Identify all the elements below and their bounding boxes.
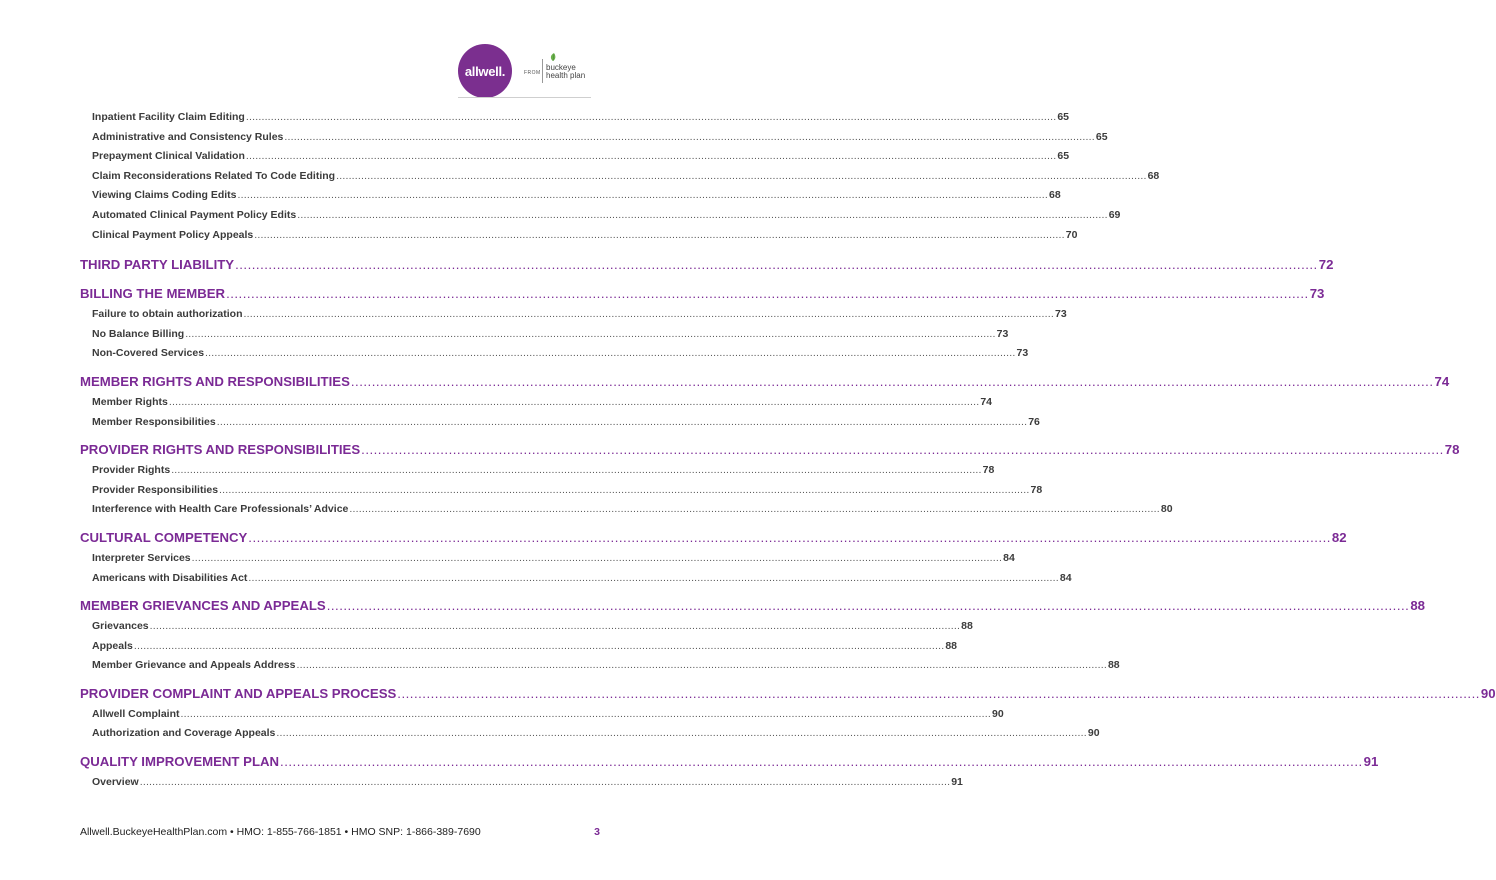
toc-leader-dots: .................................................................................................................................................................................................................................................................... [245,150,1057,163]
toc-section-entry[interactable] [80,283,1325,305]
toc-entry-page: 65 [1057,111,1070,123]
toc-entry-page: 88 [1107,659,1120,672]
toc-entry-page: 73 [996,327,1009,340]
allwell-logo: allwell. [458,44,512,98]
toc-sub-entry[interactable] [92,206,1121,226]
toc-leader-dots: .................................................................................................................................................................................................................................................................... [336,169,1147,182]
toc-entry-title: Clinical Payment Policy Appeals [92,228,254,241]
toc-entry-page: 73 [1309,286,1325,302]
page-footer [80,826,600,840]
toc-entry-title: PROVIDER RIGHTS AND RESPONSIBILITIES [80,442,361,458]
toc-entry-page: 84 [1059,571,1072,584]
toc-entry-page: 90 [992,707,1004,720]
toc-leader-dots: .................................................................................................................................................................................................................................................................... [349,503,1160,516]
toc-leader-dots: .................................................................................................................................................................................................................................................................... [248,571,1059,584]
toc-entry-page: 78 [1030,483,1043,496]
toc-sub-entry[interactable] [92,325,1009,345]
toc-leader-dots: .................................................................................................................................................................................................................................................................... [180,707,991,720]
toc-leader-dots: .................................................................................................................................................................................................................................................................... [216,415,1028,428]
toc-entry-title: Non-Covered Services [92,347,205,360]
header-divider [458,97,591,98]
toc-entry-title: Provider Responsibilities [92,483,219,496]
toc-entry-page: 90 [1480,685,1496,701]
logo-from-text: FROM [524,70,541,76]
toc-section-entry[interactable] [80,254,1334,276]
toc-entry-page: 68 [1048,189,1061,202]
toc-sub-entry[interactable] [92,344,1029,364]
toc-leader-dots: .................................................................................................................................................................................................................................................................... [326,598,1410,614]
toc-leader-dots: .................................................................................................................................................................................................................................................................... [280,754,1363,770]
toc-leader-dots: .................................................................................................................................................................................................................................................................... [133,639,945,652]
toc-entry-page: 73 [1054,308,1067,321]
toc-entry-title: Automated Clinical Payment Policy Edits [92,208,297,221]
toc-entry-title: Authorization and Coverage Appeals [92,727,276,740]
toc-entry-page: 78 [982,464,995,477]
toc-entry-title: Viewing Claims Coding Edits [92,189,237,202]
toc-entry-page: 80 [1160,503,1173,516]
toc-entry-title: MEMBER GRIEVANCES AND APPEALS [80,598,326,614]
toc-section-entry[interactable] [80,683,1496,705]
toc-entry-page: 68 [1147,169,1160,182]
table-of-contents [80,108,1496,793]
toc-entry-title: Member Responsibilities [92,415,216,428]
toc-entry-page: 90 [1087,727,1100,740]
toc-entry-page: 88 [1410,598,1425,614]
toc-entry-page: 74 [1434,373,1450,389]
toc-entry-title: Grievances [92,620,149,633]
toc-entry-title: Interference with Health Care Professionals’ Advice [92,503,349,516]
toc-leader-dots: .................................................................................................................................................................................................................................................................... [139,776,951,789]
toc-leader-dots: .................................................................................................................................................................................................................................................................... [149,620,961,633]
toc-entry-page: 69 [1108,208,1121,221]
toc-sub-entry[interactable] [92,413,1040,433]
toc-sub-entry[interactable] [92,393,993,413]
toc-leader-dots: .................................................................................................................................................................................................................................................................... [297,208,1108,221]
toc-section-entry[interactable] [80,751,1379,773]
toc-leader-dots: .................................................................................................................................................................................................................................................................... [205,347,1016,360]
toc-sub-entry[interactable] [92,147,1070,167]
toc-sub-entry[interactable] [92,500,1173,520]
toc-entry-title: Interpreter Services [92,551,191,564]
toc-leader-dots: .................................................................................................................................................................................................................................................................... [248,529,1331,545]
toc-leader-dots: .................................................................................................................................................................................................................................................................... [254,228,1065,241]
toc-sub-entry[interactable] [92,705,1004,725]
toc-sub-entry[interactable] [92,167,1160,187]
toc-entry-page: 88 [961,620,973,633]
toc-entry-page: 76 [1028,415,1040,428]
toc-entry-title: Member Rights [92,395,168,408]
toc-leader-dots: .................................................................................................................................................................................................................................................................... [219,483,1030,496]
page-number: 3 [594,826,600,838]
toc-entry-page: 72 [1318,257,1334,273]
toc-entry-page: 91 [951,776,963,789]
toc-entry-page: 82 [1331,529,1347,545]
toc-sub-entry[interactable] [92,128,1108,148]
toc-sub-entry[interactable] [92,656,1120,676]
toc-sub-entry[interactable] [92,461,995,481]
toc-sub-entry[interactable] [92,305,1067,325]
toc-entry-title: MEMBER RIGHTS AND RESPONSIBILITIES [80,373,350,389]
toc-sub-entry[interactable] [92,569,1072,589]
toc-sub-entry[interactable] [92,617,973,637]
toc-entry-title: BILLING THE MEMBER [80,286,226,302]
toc-entry-title: Allwell Complaint [92,707,180,720]
logo-buckeye-line2: health plan [546,71,586,80]
toc-entry-title: THIRD PARTY LIABILITY [80,257,235,273]
toc-section-entry[interactable] [80,527,1347,549]
toc-entry-title: Failure to obtain authorization [92,308,243,321]
toc-entry-page: 65 [1095,130,1108,143]
toc-entry-page: 74 [980,395,993,408]
toc-entry-page: 70 [1065,228,1078,241]
toc-sub-entry[interactable] [92,186,1061,206]
toc-sub-entry[interactable] [92,724,1100,744]
toc-entry-title: Inpatient Facility Claim Editing [92,111,245,123]
toc-sub-entry[interactable] [92,108,1070,128]
toc-leader-dots: .................................................................................................................................................................................................................................................................... [235,257,1318,273]
toc-entry-title: QUALITY IMPROVEMENT PLAN [80,754,280,770]
toc-section-entry[interactable] [80,595,1425,617]
toc-leader-dots: .................................................................................................................................................................................................................................................................... [237,189,1048,202]
toc-entry-page: 88 [945,639,958,652]
toc-entry-page: 78 [1444,442,1460,458]
toc-leader-dots: .................................................................................................................................................................................................................................................................... [397,685,1480,701]
toc-entry-page: 65 [1057,150,1070,163]
logo-buckeye-line1: buckeye [546,63,576,72]
toc-sub-entry[interactable] [92,637,958,657]
toc-entry-page: 91 [1363,754,1379,770]
buckeye-health-plan-logo [546,64,585,80]
toc-entry-title: Administrative and Consistency Rules [92,130,284,143]
toc-leader-dots: .................................................................................................................................................................................................................................................................... [284,130,1095,143]
toc-entry-title: Member Grievance and Appeals Address [92,659,296,672]
header-logo [458,44,592,100]
leaf-icon [548,52,558,62]
toc-leader-dots: .................................................................................................................................................................................................................................................................... [191,551,1003,564]
toc-leader-dots: .................................................................................................................................................................................................................................................................... [243,308,1054,321]
toc-sub-entry[interactable] [92,481,1043,501]
toc-leader-dots: .................................................................................................................................................................................................................................................................... [171,464,982,477]
toc-section-entry[interactable] [80,439,1460,461]
toc-leader-dots: .................................................................................................................................................................................................................................................................... [276,727,1087,740]
toc-entry-title: Overview [92,776,139,789]
toc-sub-entry[interactable] [92,226,1078,246]
toc-leader-dots: .................................................................................................................................................................................................................................................................... [296,659,1107,672]
toc-entry-title: CULTURAL COMPETENCY [80,529,248,545]
logo-separator [542,59,543,83]
toc-section-entry[interactable] [80,371,1450,393]
toc-leader-dots: .................................................................................................................................................................................................................................................................... [361,442,1444,458]
footer-contact: Allwell.BuckeyeHealthPlan.com • HMO: 1-855-766-1851 • HMO SNP: 1-866-389-7690 [80,826,481,838]
toc-leader-dots: .................................................................................................................................................................................................................................................................... [168,395,980,408]
toc-entry-title: Prepayment Clinical Validation [92,150,245,163]
toc-entry-page: 84 [1003,551,1015,564]
toc-leader-dots: .................................................................................................................................................................................................................................................................... [185,327,996,340]
toc-entry-title: Appeals [92,639,133,652]
toc-sub-entry[interactable] [92,773,963,793]
toc-entry-page: 73 [1016,347,1029,360]
toc-sub-entry[interactable] [92,549,1015,569]
toc-entry-title: No Balance Billing [92,327,185,340]
toc-entry-title: Provider Rights [92,464,171,477]
toc-entry-title: Claim Reconsiderations Related To Code Editing [92,169,336,182]
toc-entry-title: PROVIDER COMPLAINT AND APPEALS PROCESS [80,685,397,701]
toc-leader-dots: .................................................................................................................................................................................................................................................................... [226,286,1309,302]
toc-entry-title: Americans with Disabilities Act [92,571,248,584]
toc-leader-dots: .................................................................................................................................................................................................................................................................... [245,111,1057,123]
toc-leader-dots: .................................................................................................................................................................................................................................................................... [350,373,1434,389]
